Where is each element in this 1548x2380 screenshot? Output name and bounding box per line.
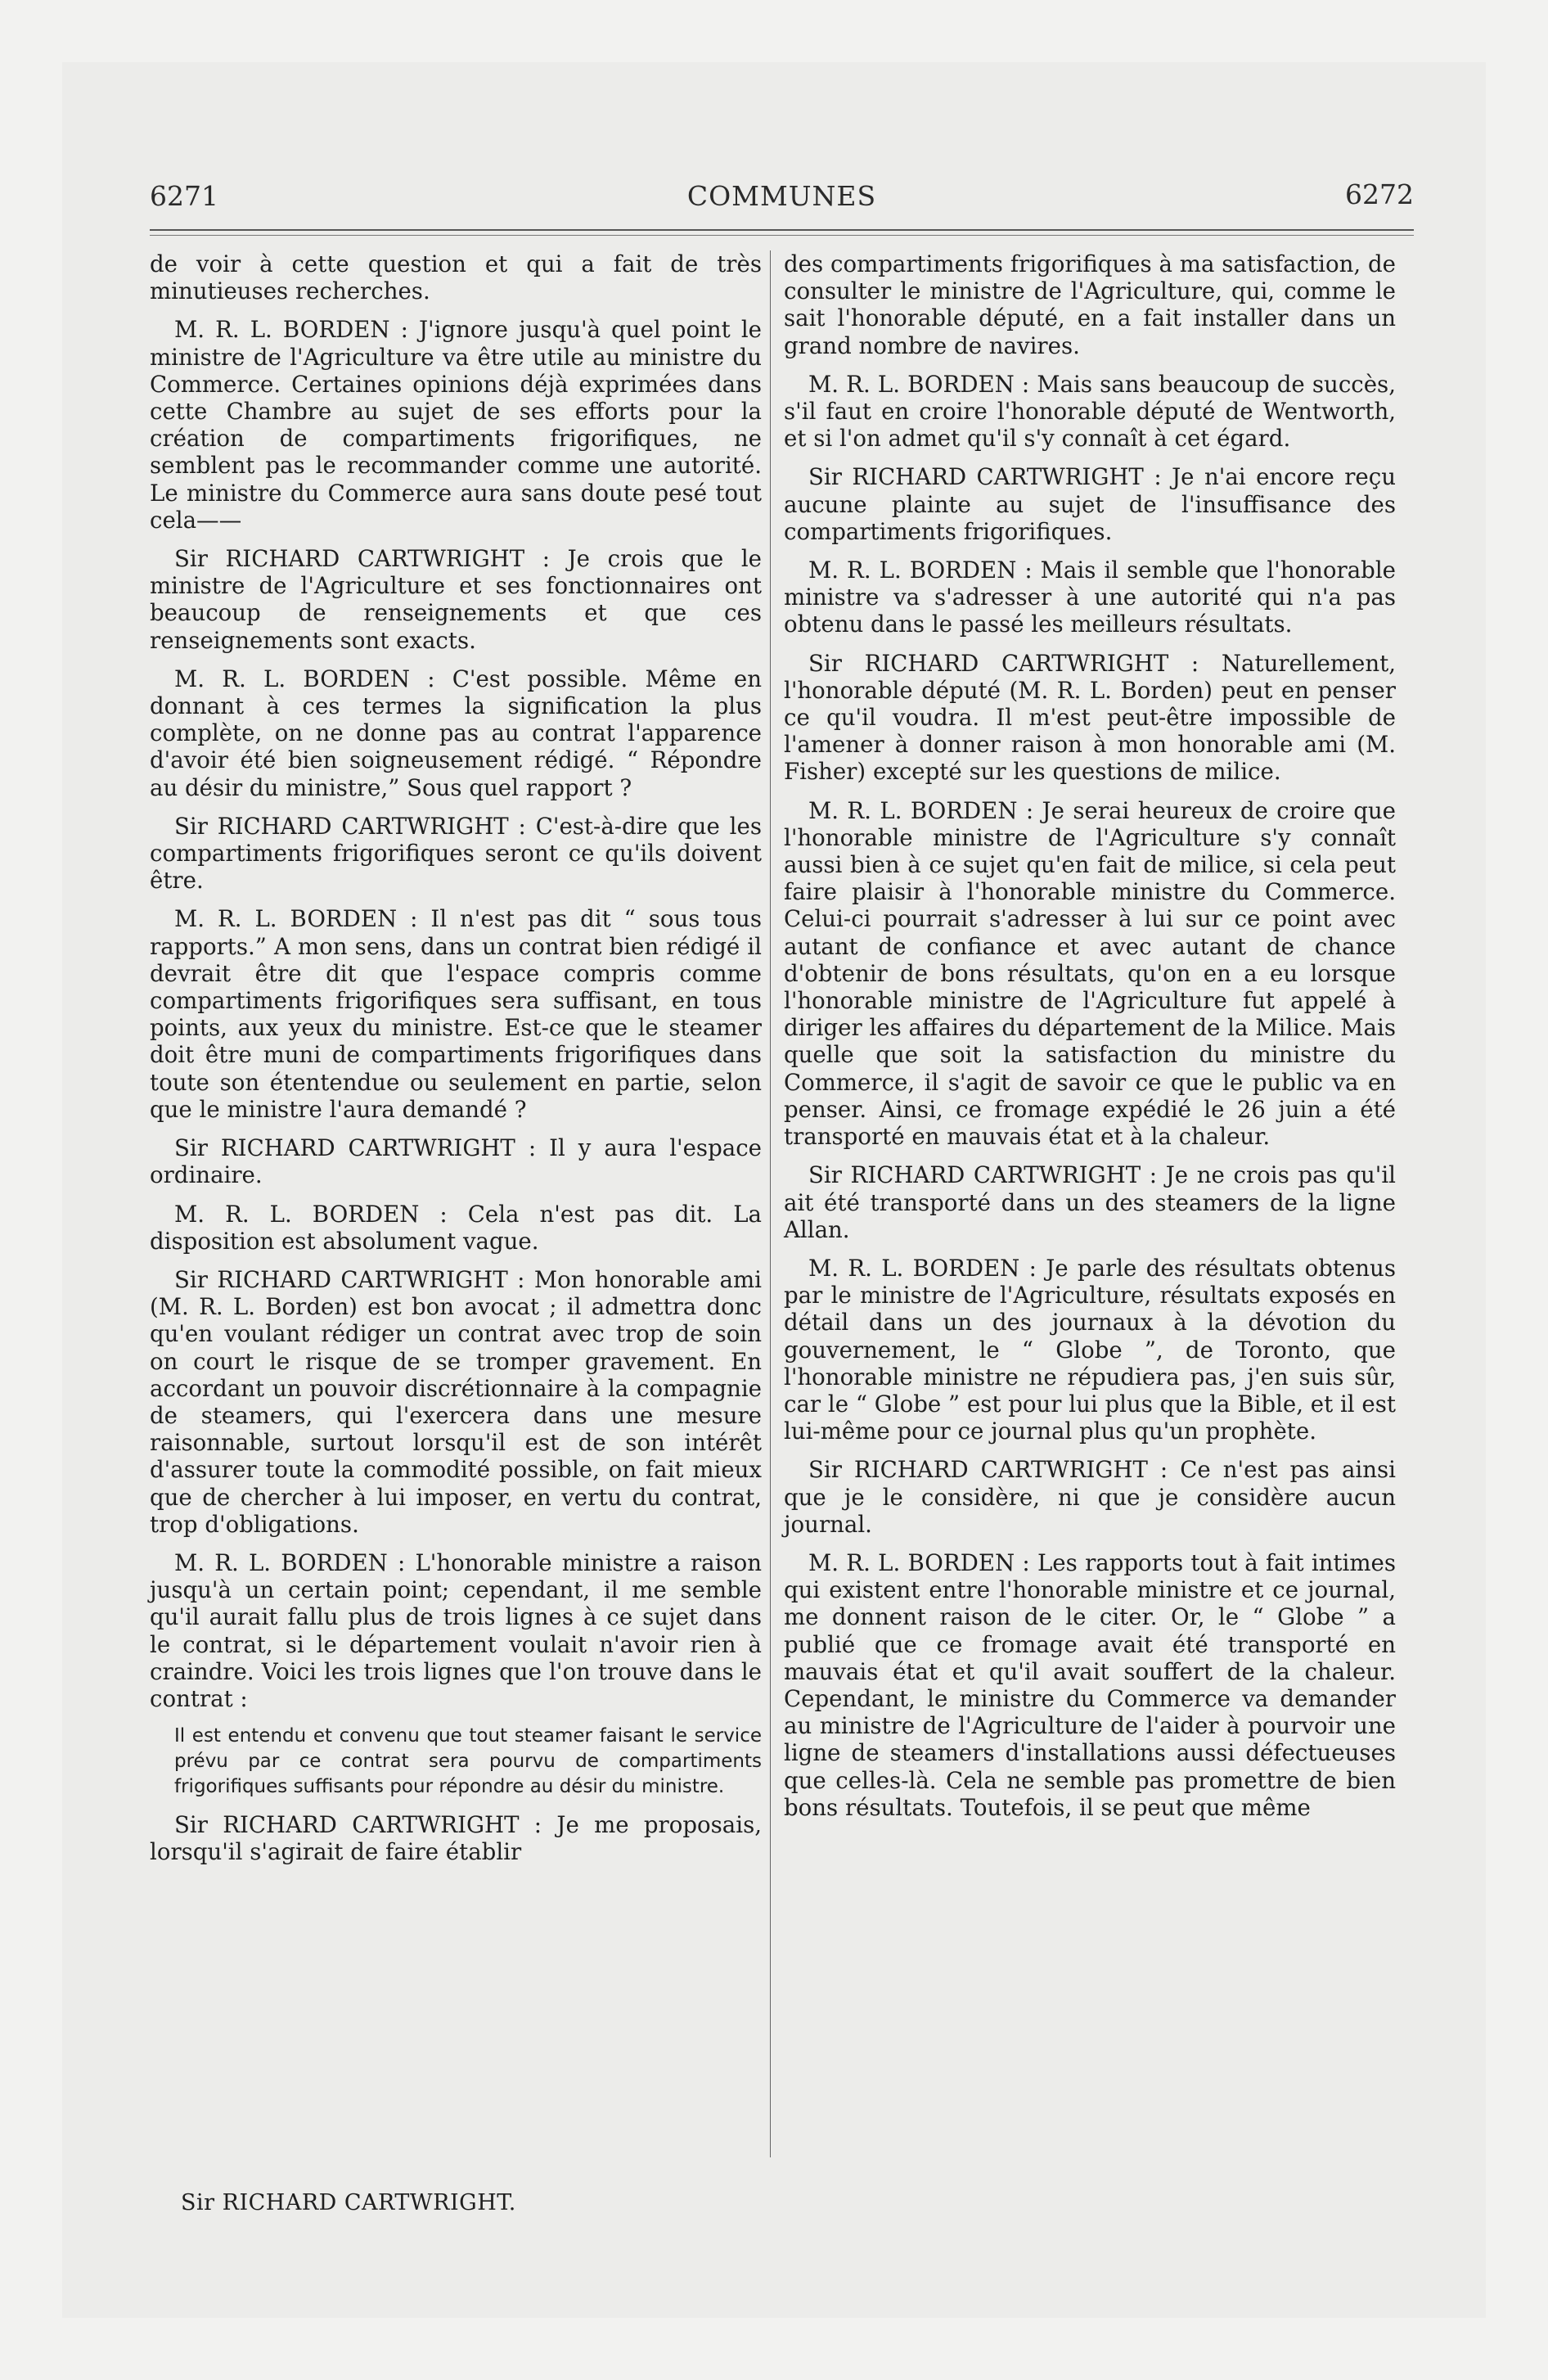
- header-rule-secondary: [150, 235, 1414, 236]
- paragraph: Sir RICHARD CARTWRIGHT : Je me proposais, lorsqu'il s'agirait de faire établir: [150, 1811, 762, 1866]
- paragraph: Sir RICHARD CARTWRIGHT : Il y aura l'espace ordinaire.: [150, 1134, 762, 1189]
- header-rule: [150, 229, 1414, 231]
- paragraph: Sir RICHARD CARTWRIGHT : Je crois que le ministre de l'Agriculture et ses fonctionnaires ont beaucoup de renseignements et que ces renseignements sont exacts.: [150, 545, 762, 654]
- paragraph: des compartiments frigorifiques à ma satisfaction, de consulter le ministre de l'Agriculture, qui, comme le sait l'honorable député, en a fait installer dans un grand nombre de navires.: [784, 250, 1396, 359]
- paragraph: M. R. L. BORDEN : J'ignore jusqu'à quel point le ministre de l'Agriculture va être utile au ministre du Commerce. Certaines opinions déjà exprimées dans cette Chambre au sujet de ses efforts pour la création de compartiments frigorifiques, ne semblent pas le recommander comme une autorité. Le ministre du Commerce aura sans doute pesé tout cela——: [150, 316, 762, 534]
- paragraph: Sir RICHARD CARTWRIGHT : Ce n'est pas ainsi que je le considère, ni que je considère aucun journal.: [784, 1456, 1396, 1538]
- paragraph: M. R. L. BORDEN : L'honorable ministre a raison jusqu'à un certain point; cependant, il me semble qu'il aurait fallu plus de trois lignes à ce sujet dans le contrat, si le département voulait n'avoir rien à craindre. Voici les trois lignes que l'on trouve dans le contrat :: [150, 1548, 762, 1712]
- paragraph: Sir RICHARD CARTWRIGHT : Je n'ai encore reçu aucune plainte au sujet de l'insuffisance des compartiments frigorifiques.: [784, 463, 1396, 545]
- paragraph: Sir RICHARD CARTWRIGHT : C'est-à-dire que les compartiments frigorifiques seront ce qu'ils doivent être.: [150, 812, 762, 895]
- paragraph: M. R. L. BORDEN : Je serai heureux de croire que l'honorable ministre de l'Agriculture s'y connaît aussi bien à ce sujet qu'en fait de milice, si cela peut faire plaisir à l'honorable ministre du Commerce. Celui-ci pourrait s'adresser à lui sur ce point avec autant de confiance et avec autant de chance d'obtenir de bons résultats, qu'on en a eu lorsque l'honorable ministre de l'Agriculture fut appelé à diriger les affaires du département de la Milice. Mais quelle que soit la satisfaction du ministre du Commerce, il s'agit de savoir ce que le public va en penser. Ainsi, ce fromage expédié le 26 juin a été transporté en mauvais état et à la chaleur.: [784, 796, 1396, 1151]
- page-title: COMMUNES: [686, 180, 877, 212]
- paragraph: Sir RICHARD CARTWRIGHT : Je ne crois pas qu'il ait été transporté dans un des steamers de la ligne Allan.: [784, 1161, 1396, 1243]
- paragraph: M. R. L. BORDEN : Il n'est pas dit “ sous tous rapports.” A mon sens, dans un contrat bien rédigé il devrait être dit que l'espace compris comme compartiments frigorifiques sera suffisant, en tous points, aux yeux du ministre. Est-ce que le steamer doit être muni de compartiments frigorifiques dans toute son étentendue ou seulement en partie, selon que le ministre l'aura demandé ?: [150, 905, 762, 1123]
- contract-quote: Il est entendu et convenu que tout steamer faisant le service prévu par ce contrat sera pourvu de compartiments frigorifiques suffisants pour répondre au désir du ministre.: [174, 1725, 762, 1798]
- paragraph: de voir à cette question et qui a fait de très minutieuses recherches.: [150, 250, 762, 305]
- paragraph: M. R. L. BORDEN : Cela n'est pas dit. La disposition est absolument vague.: [150, 1200, 762, 1255]
- document-page: [150, 164, 1414, 2215]
- page-header: [150, 164, 1414, 213]
- page-number-left: 6271: [150, 180, 218, 212]
- right-column: [784, 250, 1396, 1832]
- paragraph: M. R. L. BORDEN : Les rapports tout à fait intimes qui existent entre l'honorable ministre et ce journal, me donnent raison de le citer. Or, le “ Globe ” a publié que ce fromage avait été transporté en mauvais état et qu'il avait souffert de la chaleur. Cependant, le ministre du Commerce va demander au ministre de l'Agriculture de l'aider à pourvoir une ligne de steamers d'installations aussi défectueuses que celles-là. Cela ne semble pas promettre de bien bons résultats. Toutefois, il se peut que même: [784, 1548, 1396, 1821]
- paragraph: M. R. L. BORDEN : Mais sans beaucoup de succès, s'il faut en croire l'honorable député de Wentworth, et si l'on admet qu'il s'y connaît à cet égard.: [784, 370, 1396, 453]
- page-footer-speaker: Sir RICHARD CARTWRIGHT.: [181, 2190, 516, 2215]
- paragraph: M. R. L. BORDEN : C'est possible. Même en donnant à ces termes la signification la plus complète, on ne donne pas au contrat l'apparence d'avoir été bien soigneusement rédigé. “ Répondre au désir du ministre,” Sous quel rapport ?: [150, 665, 762, 801]
- left-column: [150, 250, 762, 1877]
- page-number-right: 6272: [1345, 178, 1414, 210]
- column-divider: [770, 250, 771, 2157]
- paragraph: M. R. L. BORDEN : Mais il semble que l'honorable ministre va s'adresser à une autorité qui n'a pas obtenu dans le passé les meilleurs résultats.: [784, 557, 1396, 638]
- paragraph: M. R. L. BORDEN : Je parle des résultats obtenus par le ministre de l'Agriculture, résultats exposés en détail dans un des journaux à la dévotion du gouvernement, le “ Globe ”, de Toronto, que l'honorable ministre ne répudiera pas, j'en suis sûr, car le “ Globe ” est pour lui plus que la Bible, et il est lui-même pour ce journal plus qu'un prophète.: [784, 1254, 1396, 1445]
- paragraph: Sir RICHARD CARTWRIGHT : Mon honorable ami (M. R. L. Borden) est bon avocat ; il admettra donc qu'en voulant rédiger un contrat avec trop de soin on court le risque de se tromper gravement. En accordant un pouvoir discrétionnaire à la compagnie de steamers, qui l'exercera dans une mesure raisonnable, surtout lorsqu'il est de son intérêt d'assurer toute la commodité possible, on fait mieux que de chercher à lui imposer, en vertu du contrat, trop d'obligations.: [150, 1265, 762, 1538]
- paragraph: Sir RICHARD CARTWRIGHT : Naturellement, l'honorable député (M. R. L. Borden) peut en penser ce qu'il voudra. Il m'est peut-être impossible de l'amener à donner raison à mon honorable ami (M. Fisher) excepté sur les questions de milice.: [784, 649, 1396, 786]
